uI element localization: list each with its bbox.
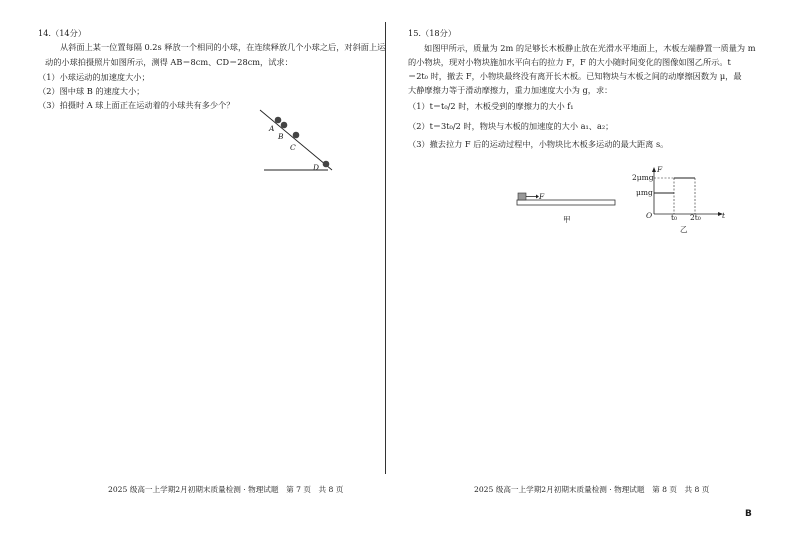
q14-para-line2: 动的小球拍摄照片如图所示，测得 AB＝8cm、CD＝28cm，试求： [45,57,293,67]
caption-jia: 甲 [563,215,571,224]
footer-page-7: 2025 级高一上学期2月初期末质量检测 · 物理试题 第 7 页 共 8 页 [108,485,344,494]
q15-item-3: （3）撤去拉力 F 后的运动过程中，小物块比木板多运动的最大距离 s。 [408,139,669,149]
q14-item-2: （2）图中球 B 的速度大小； [38,86,145,96]
label-a: A [269,124,275,133]
ball-d [323,161,330,168]
incline-figure [258,108,368,178]
q15-heading: 15.（18分） [408,28,457,38]
ball-a [275,117,282,124]
q14-item-1: （1）小球运动的加速度大小； [38,72,150,82]
q14-heading: 14.（14分） [38,28,87,38]
origin-label: O [646,211,653,220]
axis-label-f: F [657,165,663,174]
small-block [518,193,526,200]
q15-para-line4: 大静摩擦力等于滑动摩擦力，重力加速度大小为 g，求： [408,85,613,95]
label-c: C [290,143,296,152]
page-divider [385,22,386,474]
force-label: F [539,192,545,201]
x-tick-2t0: 2t₀ [690,213,701,222]
figure-jia [515,190,625,224]
q15-para-line2: 的小物块，现对小物块施加水平向右的拉力 F，F 的大小随时间变化的图像如图乙所示。t [408,57,731,67]
figure-yi [634,166,744,234]
q15-para-line1: 如图甲所示，质量为 2m 的足够长木板静止放在光滑水平地面上，木板左端静置一质量为 m [424,43,756,53]
q15-para-line3: ＝2t₀ 时，撤去 F，小物块最终没有离开长木板。已知物块与木板之间的动摩擦因数为 μ，最 [408,71,742,81]
label-d: D [313,163,320,172]
caption-yi: 乙 [680,225,688,234]
long-board [517,200,615,205]
footer-page-8: 2025 级高一上学期2月初期末质量检测 · 物理试题 第 8 页 共 8 页 [474,485,710,494]
ball-b [281,122,288,129]
corner-mark: B [745,509,752,519]
axis-label-t: t [722,211,726,220]
q14-item-3: （3）拍摄时 A 球上面正在运动着的小球共有多少个？ [38,100,235,110]
x-tick-t0: t₀ [671,213,678,222]
q15-item-1: （1）t＝t₀/2 时，木板受到的摩擦力的大小 f₁ [408,101,574,111]
label-b: B [278,132,284,141]
q14-para-line1: 从斜面上某一位置每隔 0.2s 释放一个相同的小球，在连续释放几个小球之后，对斜面上运 [60,42,386,52]
q15-item-2: （2）t＝3t₀/2 时，物块与木板的加速度的大小 a₁、a₂； [408,121,614,131]
ball-c [293,132,300,139]
y-tick-2umg: 2μmg [632,173,654,182]
y-tick-umg: μmg [636,188,653,197]
